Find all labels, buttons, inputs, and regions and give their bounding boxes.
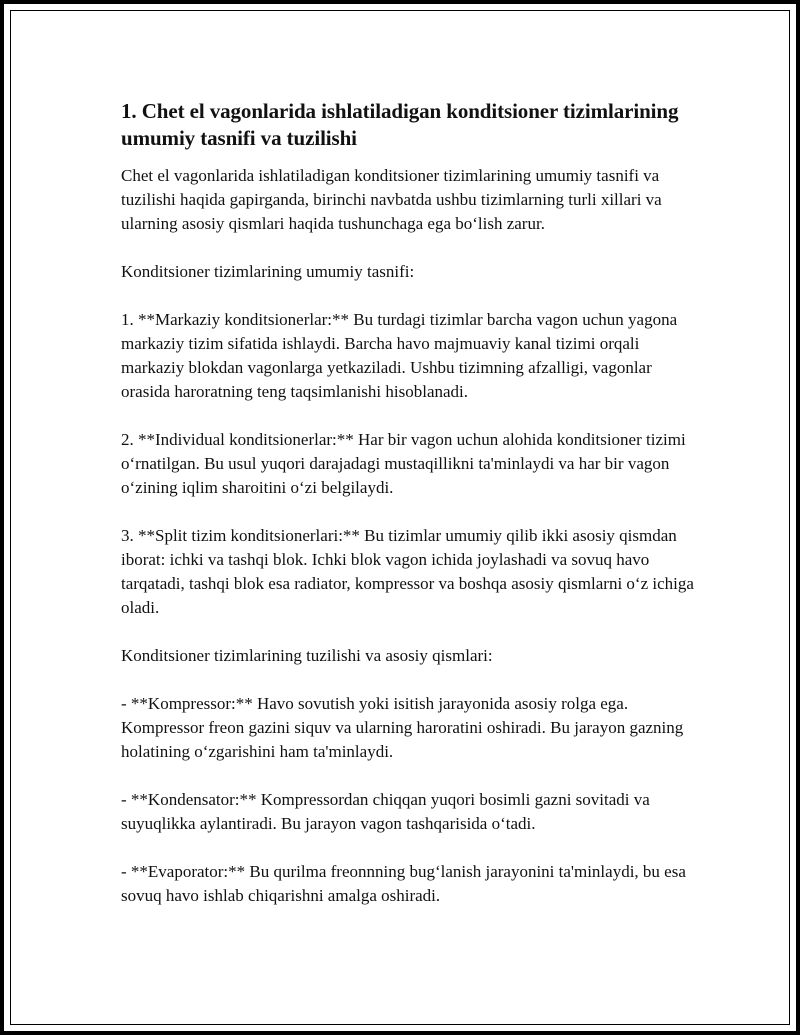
paragraph-individual-ac: 2. **Individual konditsionerlar:** Har bir vagon uchun alohida konditsioner tizimi o‘rnatilgan. Bu usul yuqori darajadagi mustaqillikni ta'minlaydi va har bir vagon o‘zining iqlim sharoitini o‘zi belgilaydi. [121,430,686,497]
document-heading: 1. Chet el vagonlarida ishlatiladigan konditsioner tizimlarining umumiy tasnifi va tuzilishi [121,99,679,150]
document-content [121,98,701,932]
paragraph-split-ac: 3. **Split tizim konditsionerlari:** Bu tizimlar umumiy qilib ikki asosiy qismdan iborat: ichki va tashqi blok. Ichki blok vagon ichida joylashadi va sovuq havo tarqatadi, tashqi blok esa radiator, kompressor va boshqa asosiy qismlarni o‘z ichiga oladi. [121,526,694,617]
paragraph-compressor: - **Kompressor:** Havo sovutish yoki isitish jarayonida asosiy rolga ega. Kompressor freon gazini siquv va ularning haroratini oshiradi. Bu jarayon gazning holatining o‘zgarishini ham ta'minlaydi. [121,694,684,761]
paragraph-evaporator: - **Evaporator:** Bu qurilma freonnning bug‘lanish jarayonini ta'minlaydi, bu esa sovuq havo ishlab chiqarishni amalga oshiradi. [121,862,686,905]
paragraph-central-ac: 1. **Markaziy konditsionerlar:** Bu turdagi tizimlar barcha vagon uchun yagona markaziy tizim sifatida ishlaydi. Barcha havo majmuaviy kanal tizimi orqali markaziy blokdan vagonlarga yetkaziladi. Ushbu tizimning afzalligi, vagonlar orasida haroratning teng taqsimlanishi hisoblanadi. [121,310,678,401]
paragraph-condenser: - **Kondensator:** Kompressordan chiqqan yuqori bosimli gazni sovitadi va suyuqlikka aylantiradi. Bu jarayon vagon tashqarisida o‘tadi. [121,790,650,833]
paragraph-intro: Chet el vagonlarida ishlatiladigan konditsioner tizimlarining umumiy tasnifi va tuzilishi haqida gapirganda, birinchi navbatda ushbu tizimlarning turli xillari va ularning asosiy qismlari haqida tushunchaga ega bo‘lish zarur. [121,166,662,233]
paragraph-structure-title: Konditsioner tizimlarining tuzilishi va asosiy qismlari: [121,646,493,665]
paragraph-classification-title: Konditsioner tizimlarining umumiy tasnifi: [121,262,415,281]
